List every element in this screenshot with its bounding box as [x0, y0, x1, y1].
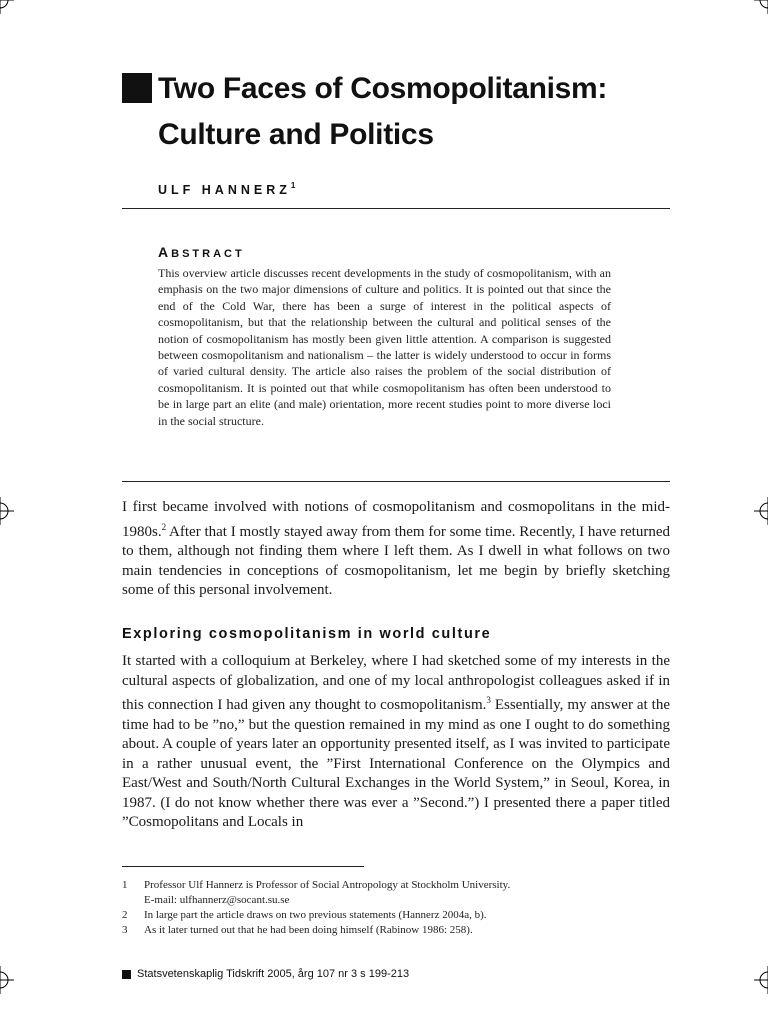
title-square-icon: [122, 73, 152, 103]
journal-footer: [122, 968, 409, 980]
footnote-number: 2: [122, 909, 128, 921]
crop-mark-icon: [754, 497, 768, 525]
footnote-text: As it later turned out that he had been doing himself (Rabinow 1986: 258).: [144, 924, 473, 936]
article-title: Two Faces of Cosmopolitanism: Culture and Politics: [158, 72, 608, 151]
footnote-item: [122, 878, 582, 908]
header-rule: [122, 208, 670, 209]
footnote-text: Professor Ulf Hannerz is Professor of Social Antropology at Stockholm University.: [144, 879, 511, 891]
abstract-heading: ABSTRACT: [158, 244, 245, 260]
footnote-rule: [122, 866, 364, 867]
crop-mark-icon: [0, 966, 14, 994]
section-paragraph: It started with a colloquium at Berkeley, where I had sketched some of my interests in the cultural aspects of globalization, and one of my local anthropologist colleagues asked if in this connection I had given any thought to cosmopolitanism.$^3$ Essentially, my answer at the time had to be ”no,” but the question remained in my mind as one I ought to do something about. A couple of years later an opportunity presented itself, as I was invited to participate in a rather unusual event, the ”First International Conference on the Olympics and East/West and South/North Cultural Exchanges in the World System,” in Seoul, Korea, in 1987. (I do not know whether there was ever a ”Second.”) I presented there a paper titled ”Cosmopolitans and Locals in: [122, 653, 670, 830]
footnote-ref-3[interactable]: 3: [486, 695, 491, 705]
footnote-item: [122, 923, 582, 938]
journal-citation: Statsvetenskaplig Tidskrift 2005, årg 107 nr 3 s 199-213: [137, 968, 410, 980]
footer-square-icon: [122, 970, 131, 979]
footnote-number: 1: [122, 879, 128, 891]
intro-paragraph: I first became involved with notions of cosmopolitanism and cosmopolitans in the mid-1980s.$^2$ After that I mostly stayed away from them for some time. Recently, I have returned to them, although not finding them where I left them. As I dwell in what follows on two main tendencies in conceptions of cosmopolitanism, let me begin by briefly sketching some of this personal involvement.: [122, 499, 670, 598]
footnote-number: 3: [122, 924, 128, 936]
crop-mark-icon: [0, 497, 14, 525]
abstract-text: This overview article discusses recent developments in the study of cosmopolitanism, with an emphasis on the two major dimensions of culture and politics. It is pointed out that since the end of the Cold War, there has been a surge of interest in the political aspects of cosmopolitanism, but that the relationship between the cultural and political senses of the notion of cosmopolitanism has mostly been given little attention. A comparison is suggested between cosmopolitanism and nationalism – the latter is widely understood to occur in forms of varied cultural density. The article also raises the problem of the social distribution of cosmopolitanism. It is pointed out that while cosmopolitanism has often been understood to be in large part an elite (and male) orientation, more recent studies point to more diverse loci in the social structure.: [158, 266, 611, 428]
footnotes: [122, 878, 582, 938]
author-note-marker[interactable]: 1: [290, 181, 296, 190]
author-name: ULF HANNERZ$^1$: [158, 181, 296, 197]
footnote-item: [122, 908, 582, 923]
footnote-text: In large part the article draws on two previous statements (Hannerz 2004a, b).: [144, 909, 487, 921]
section-heading: Exploring cosmopolitanism in world culture: [122, 626, 492, 642]
crop-mark-icon: [0, 0, 14, 14]
footnote-email[interactable]: E-mail: ulfhannerz@socant.su.se: [144, 894, 290, 906]
crop-mark-icon: [754, 0, 768, 14]
footnote-ref-2[interactable]: 2: [161, 521, 167, 532]
crop-mark-icon: [754, 966, 768, 994]
abstract-rule: [122, 481, 670, 482]
